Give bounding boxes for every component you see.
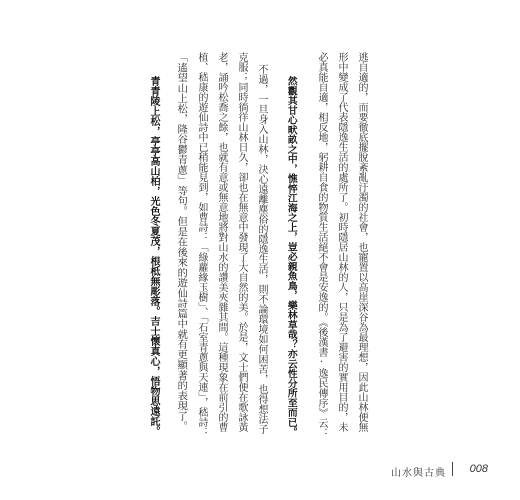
block-quote: 然觀其甘心畎畝之中，憔悴江海之上，豈必親魚鳥，樂林草哉？亦云性分所至而已。 (285, 76, 297, 437)
paragraph-line: 老，誦吟松喬之餘，也就有意或無意地將對山水的讚美夾雜其間。這種現象在前引的曹 (216, 52, 227, 432)
block-quote: 青青陵上松，亭亭高山柏，光色冬夏茂，根柢無彫落。吉士懷真心，悟物思遠託。 (148, 76, 159, 436)
page-number: 008 (469, 463, 488, 475)
footer-divider (452, 462, 453, 476)
running-title: 山水與古典 (391, 468, 446, 479)
paragraph-line: 必真能自適，相反地，躬耕自食的物質生活絕不會是安逸的。《後漢書·逸民傳序》云： (316, 52, 327, 438)
paragraph-line: 形中變成了代表隱逸生活的處所了。初時隱居山林的人，只是為了避害的實用目的，未 (336, 52, 347, 432)
paragraph-line: 植、嵇康的遊仙詩中已稍能見到，如曹詩：「綠蘿緣玉樹」、「石室青蔥與天連」，嵇詩： (196, 52, 207, 437)
paragraph-line: 克服；同時徜徉山林日久，卻也在無意中發現了大自然的美。於是，文士們便在歌詠黃 (236, 52, 247, 432)
paragraph-line: 「遙望山上松，隆谷鬱青蔥」等句。但是在後來的遊仙詩篇中就有更顯著的表現了。 (175, 52, 188, 432)
paragraph-line: 不過，一旦身入山林，決心遠離塵俗的隱逸生活，則不論環境如何困苦，也得想法子 (256, 64, 267, 434)
page-footer (300, 463, 500, 477)
paragraph-line: 逃自適的，而要徹底擺脫紊亂汙濁的社會，也寵置以高崖深谷為最理想，因此山林便無 (356, 52, 367, 432)
